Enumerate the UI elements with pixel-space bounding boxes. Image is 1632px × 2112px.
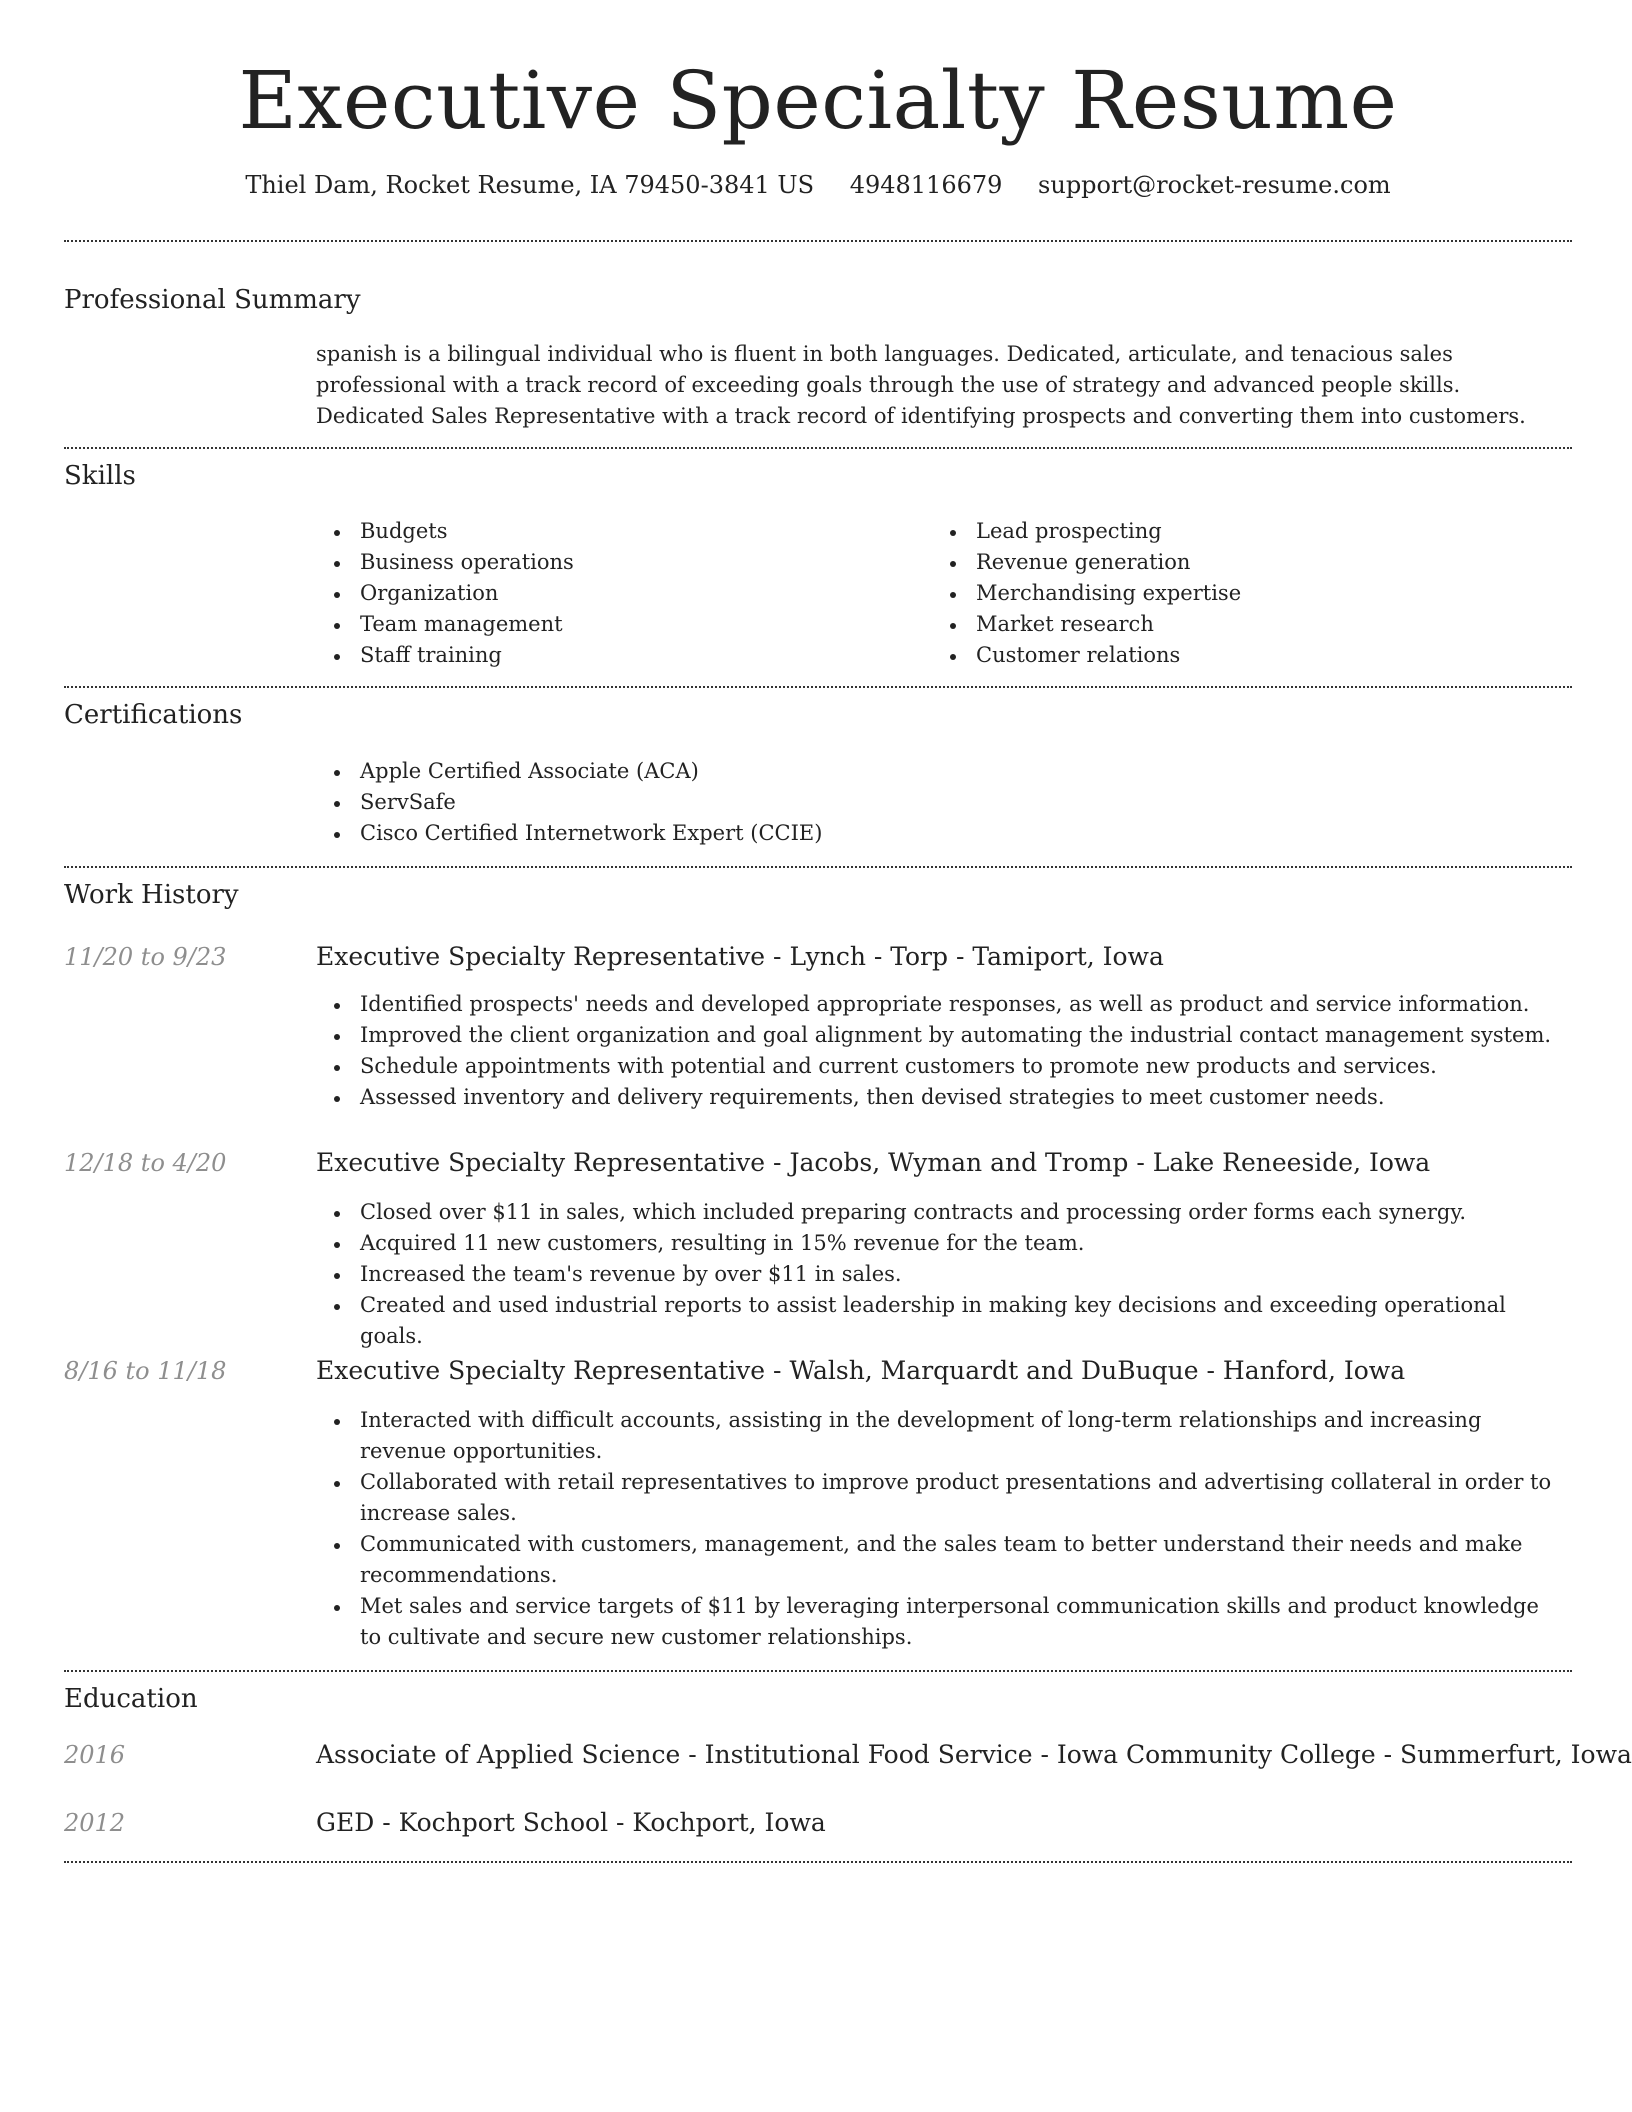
job-bullet: Assessed inventory and delivery requirements, then devised strategies to meet customer needs. [316, 1082, 1552, 1113]
job-bullet: Schedule appointments with potential and current customers to promote new products and services. [316, 1051, 1552, 1082]
education-year: 2012 [64, 1809, 126, 1837]
skill-item: Organization [316, 578, 916, 609]
skills-column-right [932, 516, 1532, 671]
resume-title: Executive Specialty Resume [238, 54, 1398, 147]
education-heading: Education [64, 1684, 198, 1714]
skill-item: Business operations [316, 547, 916, 578]
skill-item: Merchandising expertise [932, 578, 1532, 609]
job-bullet: Identified prospects' needs and developed appropriate responses, as well as product and service information. [316, 989, 1552, 1020]
summary-text: spanish is a bilingual individual who is fluent in both languages. Dedicated, articulate, and tenacious sales professional with a track record of exceeding goals through the use of strategy and advanced people skills. Dedicated Sales Representative with a track record of identifying prospects and converting them into customers. [316, 342, 1526, 428]
job-title: Executive Specialty Representative - Lynch - Torp - Tamiport, Iowa [316, 942, 1164, 971]
certifications-heading: Certifications [64, 700, 243, 730]
divider [64, 866, 1572, 868]
job-bullet: Interacted with difficult accounts, assisting in the development of long-term relationships and increasing revenue opportunities. [316, 1405, 1552, 1467]
summary-heading: Professional Summary [64, 285, 361, 315]
job-dates: 12/18 to 4/20 [64, 1149, 227, 1177]
job-bullet: Communicated with customers, management, and the sales team to better understand their needs and make recommendations. [316, 1529, 1552, 1591]
job-bullets [316, 1405, 1552, 1653]
skill-item: Team management [316, 609, 916, 640]
certification-item: Apple Certified Associate (ACA) [316, 756, 1552, 787]
skill-item: Lead prospecting [932, 516, 1532, 547]
job-bullet: Created and used industrial reports to assist leadership in making key decisions and exceeding operational goals. [316, 1290, 1552, 1352]
divider [64, 686, 1572, 688]
certifications-list [316, 756, 1552, 849]
education-year: 2016 [64, 1741, 126, 1769]
work-history-heading: Work History [64, 880, 239, 910]
skill-item: Revenue generation [932, 547, 1532, 578]
skill-item: Staff training [316, 640, 916, 671]
job-dates: 8/16 to 11/18 [64, 1357, 227, 1385]
certification-item: Cisco Certified Internetwork Expert (CCIE) [316, 818, 1552, 849]
contact-line [64, 168, 1572, 202]
divider [64, 240, 1572, 242]
divider [64, 1861, 1572, 1863]
contact-address: Thiel Dam, Rocket Resume, IA 79450-3841 US [245, 171, 815, 199]
job-bullet: Improved the client organization and goal alignment by automating the industrial contact management system. [316, 1020, 1552, 1051]
job-bullet: Collaborated with retail representatives to improve product presentations and advertising collateral in order to increase sales. [316, 1467, 1552, 1529]
contact-email: support@rocket-resume.com [1038, 171, 1391, 199]
contact-phone: 4948116679 [849, 171, 1003, 199]
job-title: Executive Specialty Representative - Jacobs, Wyman and Tromp - Lake Reneeside, Iowa [316, 1148, 1431, 1177]
job-dates: 11/20 to 9/23 [64, 943, 227, 971]
skills-heading: Skills [64, 461, 136, 491]
education-detail: Associate of Applied Science - Institutional Food Service - Iowa Community College - Summerfurt, Iowa [316, 1740, 1632, 1769]
skills-column-left [316, 516, 916, 671]
job-bullets [316, 1197, 1552, 1352]
divider [64, 447, 1572, 449]
divider [64, 1670, 1572, 1672]
skill-item: Customer relations [932, 640, 1532, 671]
skill-item: Budgets [316, 516, 916, 547]
job-bullet: Acquired 11 new customers, resulting in 15% revenue for the team. [316, 1228, 1552, 1259]
education-detail: GED - Kochport School - Kochport, Iowa [316, 1808, 826, 1837]
certification-item: ServSafe [316, 787, 1552, 818]
job-bullet: Increased the team's revenue by over $11 in sales. [316, 1259, 1552, 1290]
job-bullets [316, 989, 1552, 1113]
job-bullet: Met sales and service targets of $11 by leveraging interpersonal communication skills and product knowledge to cultivate and secure new customer relationships. [316, 1591, 1552, 1653]
job-bullet: Closed over $11 in sales, which included preparing contracts and processing order forms each synergy. [316, 1197, 1552, 1228]
job-title: Executive Specialty Representative - Walsh, Marquardt and DuBuque - Hanford, Iowa [316, 1356, 1406, 1385]
skill-item: Market research [932, 609, 1532, 640]
